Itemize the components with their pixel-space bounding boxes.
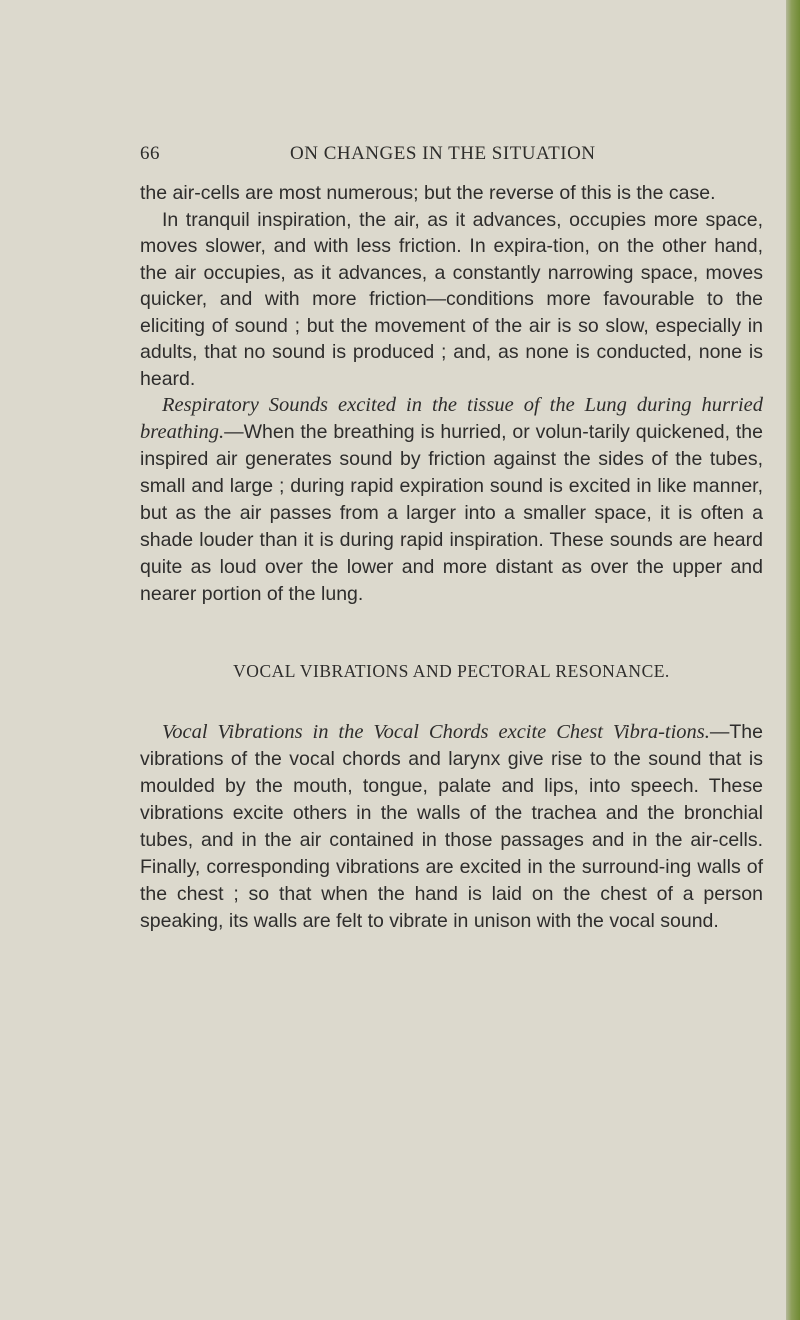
running-header — [140, 143, 660, 165]
body-text — [140, 180, 763, 935]
paragraph-vocal-vibrations — [140, 719, 763, 935]
running-title: ON CHANGES IN THE SITUATION — [290, 143, 596, 164]
paragraph-continuation: the air-cells are most numerous; but the reverse of this is the case. — [140, 182, 716, 204]
paragraph-body: —The vibrations of the vocal chords and larynx give rise to the sound that is moulded by the mouth, tongue, palate and lips, into speech. These vibrations excite others in the walls of the trachea and the bronchial tubes, and in the air contained in those passages and in the air-cells. Finally, corresponding vibrations are excited in the surround-ing walls of the chest ; so that when the hand is laid on the chest of a person speaking, its walls are felt to vibrate in unison with the vocal sound. — [140, 720, 763, 932]
section-heading — [140, 658, 763, 685]
page-edge — [786, 0, 800, 1320]
paragraph-side-heading: Respiratory Sounds excited in the tissue of the Lung during hurried breathing. — [140, 394, 763, 443]
paragraph-side-heading: Vocal Vibrations in the Vocal Chords excite Chest Vibra-tions. — [162, 720, 710, 743]
paragraph-respiratory-sounds — [140, 392, 763, 608]
paragraph-tranquil-inspiration: In tranquil inspiration, the air, as it advances, occupies more space, moves slower, and with less friction. In expira-tion, on the other hand, the air occupies, as it advances, a constantly narrowing space, moves quicker, and with more friction—conditions more favourable to the eliciting of sound ; but the movement of the air is so slow, especially in adults, that no sound is produced ; and, as none is conducted, none is heard. — [140, 208, 763, 390]
page-number: 66 — [140, 143, 160, 164]
paragraph-body: —When the breathing is hurried, or volun-tarily quickened, the inspired air generates sound by friction against the sides of the tubes, small and large ; during rapid expiration sound is excited in like manner, but as the air passes from a larger into a smaller space, it is often a shade louder than it is during rapid inspiration. These sounds are heard quite as loud over the lower and more distant as over the upper and nearer portion of the lung. — [140, 421, 763, 605]
section-heading-text: VOCAL VIBRATIONS AND PECTORAL RESONANCE. — [233, 661, 670, 681]
